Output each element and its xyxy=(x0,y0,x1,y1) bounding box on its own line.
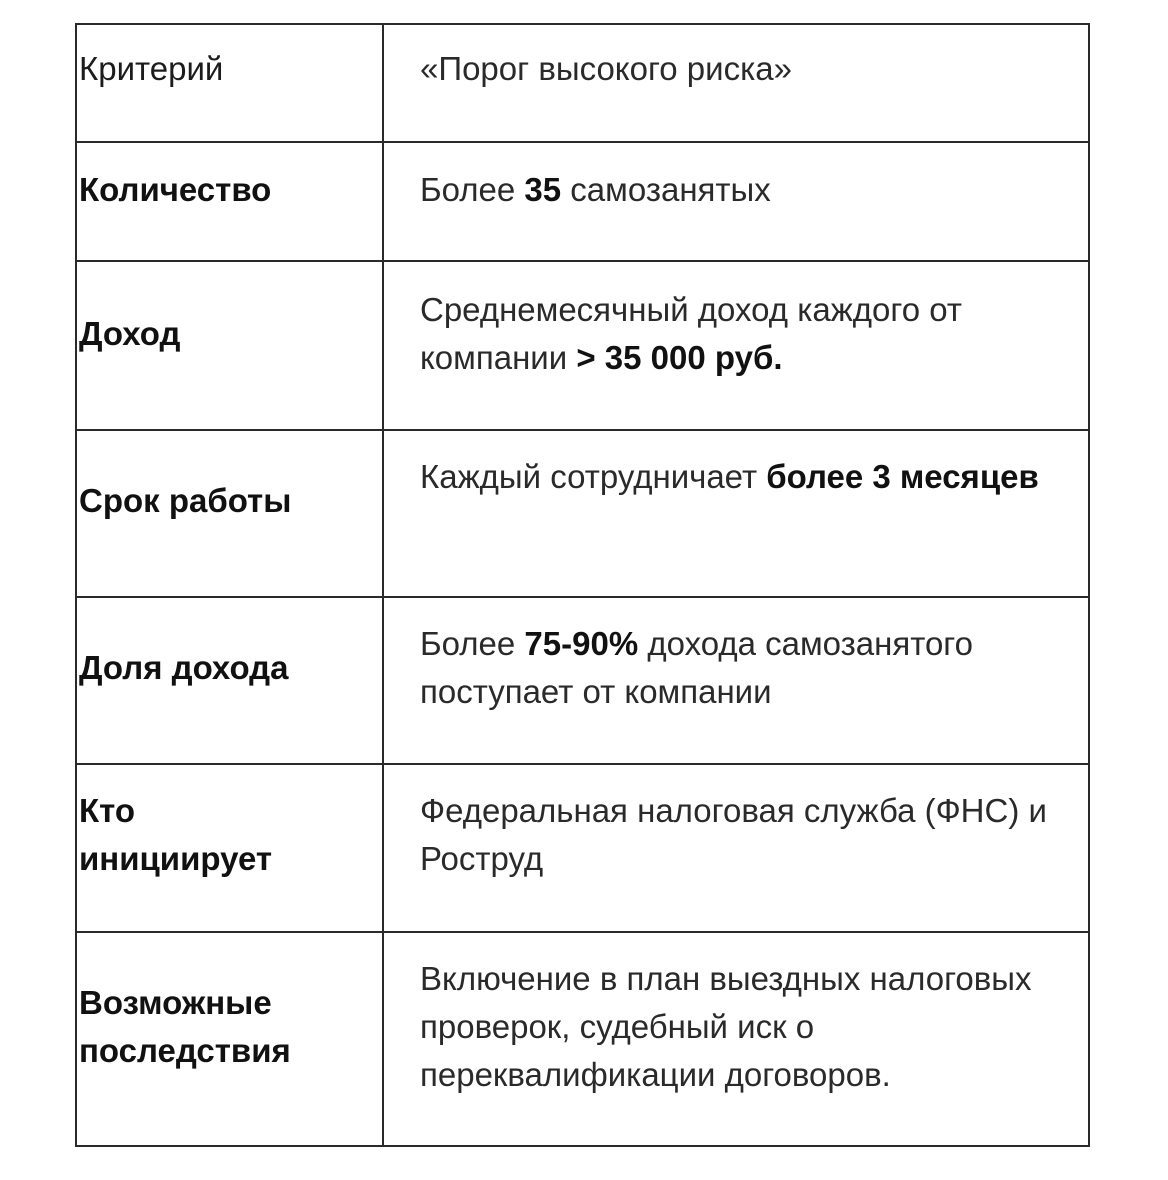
criterion-cell xyxy=(76,597,383,764)
criterion-cell xyxy=(76,142,383,261)
risk-criteria-table xyxy=(75,23,1090,1147)
criterion-label: Возможные последствия xyxy=(79,984,291,1069)
criterion-label: Доход xyxy=(79,315,181,352)
value-emphasis: более 3 месяцев xyxy=(766,458,1039,495)
header-criterion-cell xyxy=(76,24,383,142)
value-segment: Каждый сотрудничает xyxy=(420,458,767,495)
criterion-label: Срок работы xyxy=(79,482,292,519)
table-row xyxy=(76,932,1089,1146)
value-emphasis: 75-90% xyxy=(524,625,639,662)
value-text xyxy=(420,598,1088,716)
value-segment: Среднемесячный доход каждого от компании xyxy=(420,291,962,376)
header-value-label: «Порог высокого риска» xyxy=(420,50,792,87)
table-row xyxy=(76,764,1089,932)
criterion-cell xyxy=(76,764,383,932)
criterion-cell xyxy=(76,261,383,430)
value-segment: Более xyxy=(420,171,525,208)
value-emphasis: 35 xyxy=(524,171,562,208)
value-text xyxy=(420,262,1088,382)
table-header-row xyxy=(76,24,1089,142)
value-text xyxy=(420,765,1088,883)
table-row xyxy=(76,142,1089,261)
value-segment: Включение в план выездных налоговых проверок, судебный иск о переквалификации договоров. xyxy=(420,960,1032,1093)
header-value-cell xyxy=(383,24,1089,142)
criterion-label: Количество xyxy=(79,171,272,208)
table-row xyxy=(76,430,1089,597)
criterion-cell xyxy=(76,932,383,1146)
value-emphasis: > 35 000 руб. xyxy=(576,339,783,376)
criterion-label: Кто инициирует xyxy=(79,792,273,877)
value-cell xyxy=(383,261,1089,430)
value-cell xyxy=(383,142,1089,261)
value-text xyxy=(420,933,1088,1099)
value-cell xyxy=(383,764,1089,932)
value-cell xyxy=(383,932,1089,1146)
header-criterion-label: Критерий xyxy=(79,50,224,87)
criterion-cell xyxy=(76,430,383,597)
value-segment: самозанятых xyxy=(561,171,771,208)
value-segment: Федеральная налоговая служба (ФНС) и Роструд xyxy=(420,792,1047,877)
table-row xyxy=(76,597,1089,764)
value-cell xyxy=(383,430,1089,597)
value-text xyxy=(420,431,1088,501)
criterion-label: Доля дохода xyxy=(79,649,289,686)
value-text xyxy=(420,143,1088,214)
value-segment: дохода самозанятого поступает от компании xyxy=(420,625,973,710)
value-segment: Более xyxy=(420,625,525,662)
table-row xyxy=(76,261,1089,430)
value-cell xyxy=(383,597,1089,764)
